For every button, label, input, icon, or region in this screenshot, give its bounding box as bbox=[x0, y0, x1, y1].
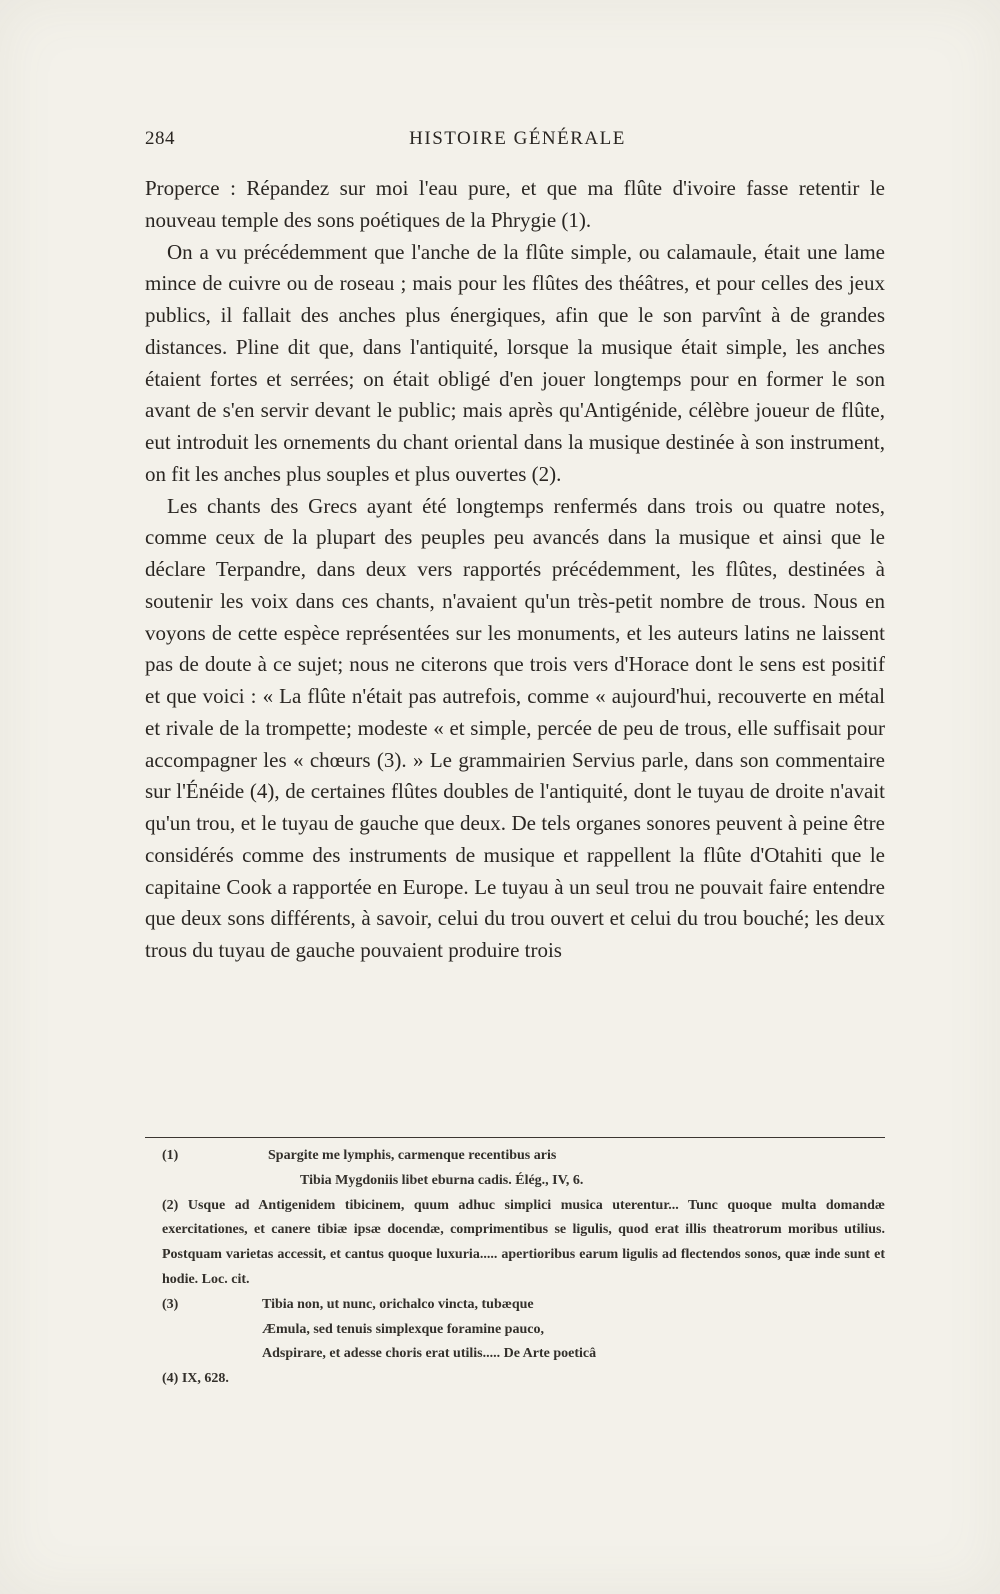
footnote-3-verse bbox=[220, 1293, 885, 1367]
footnotes bbox=[162, 1144, 885, 1392]
footnote-3-line-3: Adspirare, et adesse choris erat utilis..... De Arte poeticâ bbox=[262, 1346, 597, 1362]
paragraph-2: On a vu précédemment que l'anche de la flûte simple, ou calamaule, était une lame mince de cuivre ou de roseau ; mais pour les flûtes des théâtres, et pour celles des jeux publics, il fallait des anches plus énergiques, afin que le son parvînt à de grandes distances. Pline dit que, dans l'antiquité, lorsque la musique était simple, les anches étaient fortes et serrées; on était obligé d'en jouer longtemps pour en former le son avant de s'en servir devant le public; mais après qu'Antigénide, célèbre joueur de flûte, eut introduit les ornements du chant oriental dans la musique destinée à son instrument, on fit les anches plus souples et plus ouvertes (2). bbox=[145, 239, 885, 486]
footnote-4: (4) IX, 628. bbox=[162, 1371, 229, 1387]
footnote-1-line-1: Spargite me lymphis, carmenque recentibus aris bbox=[268, 1148, 557, 1163]
footnote-3-number: (3) bbox=[162, 1296, 179, 1312]
footnote-2: (2) Usque ad Antigenidem tibicinem, quum adhuc simplici musica uterentur... Tunc quoque multa domandæ exercitationes, et canere tibiæ ipsæ docendæ, comprimentibus se ligulis, quod erat illis theatrorum moribus utilius. Postquam varietas accessit, et cantus quoque luxuria..... apertioribus earum ligulis ad flectendos sonos, quæ inde sunt et hodie. Loc. cit. bbox=[162, 1197, 885, 1287]
page-header bbox=[145, 128, 890, 158]
footnote-1 bbox=[162, 1144, 885, 1194]
footnote-3 bbox=[162, 1293, 885, 1367]
paragraph-1: Properce : Répandez sur moi l'eau pure, et que ma flûte d'ivoire fasse retentir le nouveau temple des sons poétiques de la Phrygie (1). bbox=[145, 176, 885, 232]
footnote-1-verse bbox=[220, 1144, 885, 1194]
body-text bbox=[145, 173, 885, 967]
running-head: HISTOIRE GÉNÉRALE bbox=[409, 128, 626, 149]
page-number: 284 bbox=[145, 128, 175, 149]
footnote-3-line-1: Tibia non, ut nunc, orichalco vincta, tubæque bbox=[262, 1296, 534, 1312]
footnote-1-line-2: Tibia Mygdoniis libet eburna cadis. Élég., IV, 6. bbox=[300, 1172, 584, 1188]
footnote-rule bbox=[145, 1137, 885, 1138]
footnote-1-number: (1) bbox=[162, 1148, 179, 1163]
footnote-3-line-2: Æmula, sed tenuis simplexque foramine pauco, bbox=[262, 1321, 544, 1337]
paragraph-3: Les chants des Grecs ayant été longtemps renfermés dans trois ou quatre notes, comme ceux de la plupart des peuples peu avancés dans la musique et ainsi que le déclare Terpandre, dans deux vers rapportés précédemment, les flûtes, destinées à soutenir les voix dans ces chants, n'avaient qu'un très-petit nombre de trous. Nous en voyons de cette espèce représentées sur les monuments, et les auteurs latins ne laissent pas de doute à ce sujet; nous ne citerons que trois vers d'Horace dont le sens est positif et que voici : « La flûte n'était pas autrefois, comme « aujourd'hui, recouverte en métal et rivale de la trompette; modeste « et simple, percée de peu de trous, elle suffisait pour accompagner les « chœurs (3). » Le grammairien Servius parle, dans son commentaire sur l'Énéide (4), de certaines flûtes doubles de l'antiquité, dont le tuyau de droite n'avait qu'un trou, et le tuyau de gauche que deux. De tels organes sonores peuvent à peine être considérés comme des instruments de musique et rappellent la flûte d'Otahiti que le capitaine Cook a rapportée en Europe. Le tuyau à un seul trou ne pouvait faire entendre que deux sons différents, à savoir, celui du trou ouvert et celui du trou bouché; les deux trous du tuyau de gauche pouvaient produire trois bbox=[145, 493, 885, 962]
